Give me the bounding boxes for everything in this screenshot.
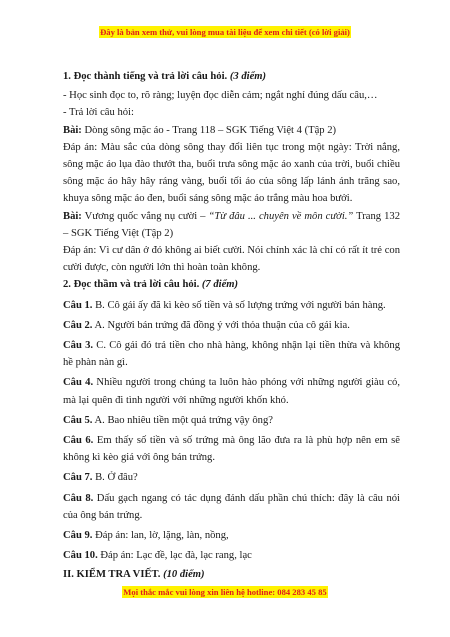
bai2-label: Bài: xyxy=(63,210,82,222)
answer-item xyxy=(63,527,400,544)
answer-label: Câu 4. xyxy=(63,377,94,389)
section1-heading xyxy=(63,68,400,85)
answer-label: Câu 5. xyxy=(63,414,93,426)
document-body xyxy=(63,68,400,584)
answer-label: Câu 2. xyxy=(63,319,93,331)
section2-title: 2. Đọc thầm và trả lời câu hỏi. xyxy=(63,279,200,291)
footer-notice-text: Mọi thắc mắc vui lòng xin liên hệ hotline: 084 283 45 85 xyxy=(123,587,327,597)
dapan1: Đáp án: Màu sắc của dòng sông thay đổi liên tục trong một ngày: Trời nắng, sông mặc áo lụa đào thướt tha, buổi trưa sông mặc áo xanh của trời, buổi chiều sông mặc áo hây hây ráng vàng, buổi tối áo của sông lấp lánh ánh trăng sao, khuya sông mặc áo đen, buổi sáng sông mặc áo trắng màu hoa bưởi. xyxy=(63,141,400,205)
answer-item xyxy=(63,317,400,334)
bai1-label: Bài: xyxy=(63,124,82,136)
section3-points: (10 điểm) xyxy=(163,569,205,581)
section2-points: (7 điểm) xyxy=(201,279,239,291)
answer-text: C. Cô gái đó trả tiền cho nhà hàng, không nhận lại tiền thừa và không hề phàn nàn gì. xyxy=(63,340,400,369)
section1-line1: - Học sinh đọc to, rõ ràng; luyện đọc diễn cảm; ngắt nghỉ đúng dấu câu,… xyxy=(63,90,378,102)
answer-item xyxy=(63,412,400,429)
answer-text: B. Cô gái ấy đã kì kèo số tiền và số lượng trứng với người bán hàng. xyxy=(92,299,386,311)
answer-label: Câu 6. xyxy=(63,435,94,447)
section3-heading xyxy=(63,566,400,583)
dapan2: Đáp án: Vì cư dân ở đó không ai biết cười. Nói chính xác là chỉ có rất ít trẻ con cười được, còn người lớn thì hoàn toàn không. xyxy=(63,245,400,274)
section1-title: 1. Đọc thành tiếng và trả lời câu hỏi. xyxy=(63,71,228,82)
section1-points: (3 điểm) xyxy=(229,71,267,82)
section1-line2: - Trả lời câu hỏi: xyxy=(63,107,134,119)
bai2-post: Trang 132 – SGK Tiếng Việt (Tập 2) xyxy=(63,210,400,239)
answer-text: Dấu gạch ngang có tác dụng đánh dấu phần chú thích: đây là câu nói của ông bán trứng. xyxy=(63,492,400,521)
answer-item xyxy=(63,297,400,314)
answer-text: Nhiều người trong chúng ta luôn hào phóng với những người giàu có, mà lại quên đi tình người với những người khốn khó. xyxy=(63,377,401,406)
answer-item xyxy=(63,490,400,524)
answer-item xyxy=(63,432,400,466)
bai1-text: Dòng sông mặc áo - Trang 118 – SGK Tiếng Việt 4 (Tập 2) xyxy=(81,124,337,136)
answer-text: B. Ở đâu? xyxy=(92,472,138,484)
bai2-quote: “Từ đâu ... chuyên về môn cười.” xyxy=(208,210,354,222)
answer-label: Câu 3. xyxy=(63,340,94,352)
answer-text: Em thấy số tiền và số trứng mà ông lão đưa ra là phù hợp nên em sẽ không kì kèo giá với ông bán trứng. xyxy=(63,435,400,464)
answer-item xyxy=(63,374,400,408)
header-notice xyxy=(0,27,450,37)
answer-text: Đáp án: lan, lờ, lặng, làn, nồng, xyxy=(92,530,229,542)
answer-label: Câu 9. xyxy=(63,530,93,542)
section2-heading xyxy=(63,276,400,293)
bai2-pre: Vương quốc vắng nụ cười – xyxy=(81,210,209,222)
section3-title: II. KIỂM TRA VIẾT. xyxy=(63,569,161,581)
bai1 xyxy=(63,122,400,139)
answer-item xyxy=(63,547,400,564)
answer-text: A. Người bán trứng đã đồng ý với thỏa thuận của cô gái kia. xyxy=(92,319,350,331)
answer-label: Câu 10. xyxy=(63,550,98,562)
answer-text: Đáp án: Lạc đề, lạc đà, lạc rang, lạc xyxy=(97,550,252,562)
answer-item xyxy=(63,337,400,371)
answer-text: A. Bao nhiêu tiền một quả trứng vậy ông? xyxy=(92,414,273,426)
answer-label: Câu 8. xyxy=(63,492,94,504)
answer-item xyxy=(63,469,400,486)
answer-label: Câu 1. xyxy=(63,299,93,311)
answer-label: Câu 7. xyxy=(63,472,93,484)
bai2 xyxy=(63,208,400,242)
header-notice-text: Đây là bản xem thử, vui lòng mua tài liệu để xem chi tiết (có lời giải) xyxy=(100,27,350,37)
footer-notice xyxy=(0,587,450,597)
